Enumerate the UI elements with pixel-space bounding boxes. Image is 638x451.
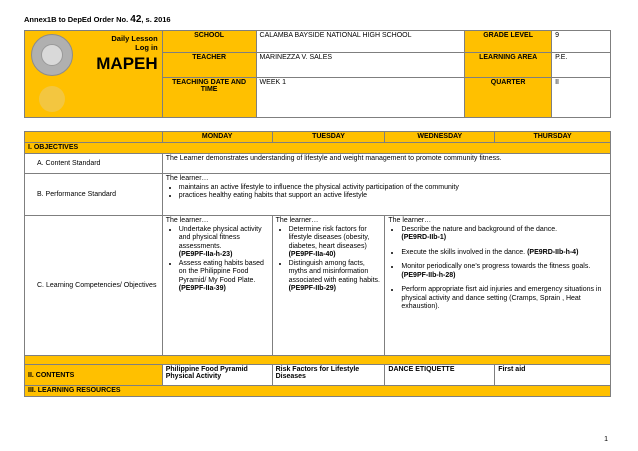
competency-code: (PE9PF-IIa-40) [288, 251, 336, 259]
secondary-seal-icon [39, 86, 65, 112]
tuesday-competencies [272, 216, 385, 356]
teaching-date-value: WEEK 1 [256, 78, 465, 118]
dll-title-cell [25, 31, 163, 118]
tuesday-item-text: Distinguish among facts, myths and misinformation associated with eating habits. [288, 259, 381, 284]
wednesday-item-text: Execute the skills involved in the dance. [401, 248, 528, 256]
tuesday-item [289, 226, 382, 260]
performance-standard-cell [162, 174, 610, 216]
performance-intro: The learner… [165, 175, 209, 182]
annex-prefix: Annex1B to DepEd Order No. [24, 15, 131, 24]
wednesday-item [401, 286, 607, 312]
wednesday-item-text: Monitor periodically one's progress towards the fitness goals. [401, 263, 591, 271]
tuesday-intro: The learner… [275, 217, 319, 224]
competency-code: (PE9RD-IIb-1) [401, 234, 447, 242]
tuesday-item [289, 260, 382, 294]
monday-intro: The learner… [165, 217, 209, 224]
teacher-value: MARINEZZA V. SALES [256, 53, 465, 78]
wednesday-list [388, 226, 607, 312]
performance-item: • maintains an active lifestyle to influence the physical activity participation of the community [179, 184, 607, 193]
wednesday-intro: The learner… [388, 217, 432, 224]
wednesday-thursday-competencies [385, 216, 611, 356]
grade-level-label: GRADE LEVEL [465, 31, 552, 53]
school-label: SCHOOL [162, 31, 256, 53]
annex-reference [24, 14, 171, 25]
lesson-log-table [24, 131, 611, 397]
monday-item-text: Assess eating habits based on the Philippine Food Pyramid/ My Food Plate. [178, 259, 264, 284]
annex-order-number: 42 [130, 14, 142, 25]
monday-item [179, 260, 269, 294]
header-table [24, 30, 611, 118]
objectives-heading: I. OBJECTIVES [25, 143, 611, 154]
day-thursday: THURSDAY [495, 132, 611, 143]
day-wednesday: WEDNESDAY [385, 132, 495, 143]
monday-item-text: Undertake physical activity and physical fitness assessments. [178, 225, 262, 250]
wednesday-item [401, 249, 607, 258]
wednesday-item [401, 226, 607, 243]
learning-resources-heading: III. LEARNING RESOURCES [25, 386, 611, 397]
tuesday-item-text: Determine risk factors for lifestyle diseases (obesity, diabetes, heart diseases) [288, 225, 370, 250]
contents-heading: II. CONTENTS [25, 365, 163, 386]
learning-area-value: P.E. [552, 53, 611, 78]
monday-item [179, 226, 269, 260]
contents-thursday: First aid [495, 365, 611, 386]
contents-wednesday: DANCE ETIQUETTE [385, 365, 495, 386]
monday-list [166, 226, 269, 294]
wednesday-item-text: Describe the nature and background of the dance. [401, 225, 558, 233]
tuesday-list [276, 226, 382, 294]
competency-code: (PE9PF-IIa-39) [178, 285, 226, 293]
school-value: CALAMBA BAYSIDE NATIONAL HIGH SCHOOL [256, 31, 465, 53]
day-monday: MONDAY [162, 132, 272, 143]
wednesday-item [401, 263, 607, 280]
contents-monday: Philippine Food Pyramid Physical Activity [162, 365, 272, 386]
contents-tuesday: Risk Factors for Lifestyle Diseases [272, 365, 385, 386]
dll-title: Daily Lesson Log in [111, 34, 158, 53]
performance-item: • practices healthy eating habits that support an active lifestyle [179, 192, 607, 201]
days-header-row [25, 132, 611, 143]
day-tuesday: TUESDAY [272, 132, 385, 143]
content-standard-label: A. Content Standard [25, 154, 163, 174]
page-number: 1 [604, 436, 608, 443]
content-standard-text: The Learner demonstrates understanding of lifestyle and weight management to promote community fitness. [162, 154, 610, 174]
annex-suffix: , s. 2016 [141, 15, 171, 24]
days-header-blank [25, 132, 163, 143]
teacher-label: TEACHER [162, 53, 256, 78]
competencies-label-text: C. Learning Competencies/ Objectives [37, 282, 157, 289]
wednesday-item-text: Perform appropriate fisrt aid injuries and emergency situations in physical activity and dance setting (Cramps, Sprain , Heat exhaustion). [401, 286, 602, 311]
teaching-date-label: TEACHING DATE AND TIME [162, 78, 256, 118]
competency-code: (PE9RD-IIb-h-4) [527, 248, 579, 256]
deped-seal-icon [31, 34, 73, 76]
competency-code: (PE9PF-IIa-h-23) [178, 251, 233, 259]
performance-standard-label: B. Performance Standard [25, 174, 163, 216]
quarter-label: QUARTER [465, 78, 552, 118]
monday-competencies [162, 216, 272, 356]
quarter-value: II [552, 78, 611, 118]
grade-level-value: 9 [552, 31, 611, 53]
competency-code: (PE9PF-IIb-h-28) [401, 271, 456, 279]
performance-list [166, 184, 607, 201]
spacer-row [25, 356, 611, 365]
learning-area-label: LEARNING AREA [465, 53, 552, 78]
subject-title: MAPEH [96, 54, 158, 73]
competencies-label [25, 216, 163, 356]
competency-code: (PE9PF-IIb-29) [288, 285, 337, 293]
